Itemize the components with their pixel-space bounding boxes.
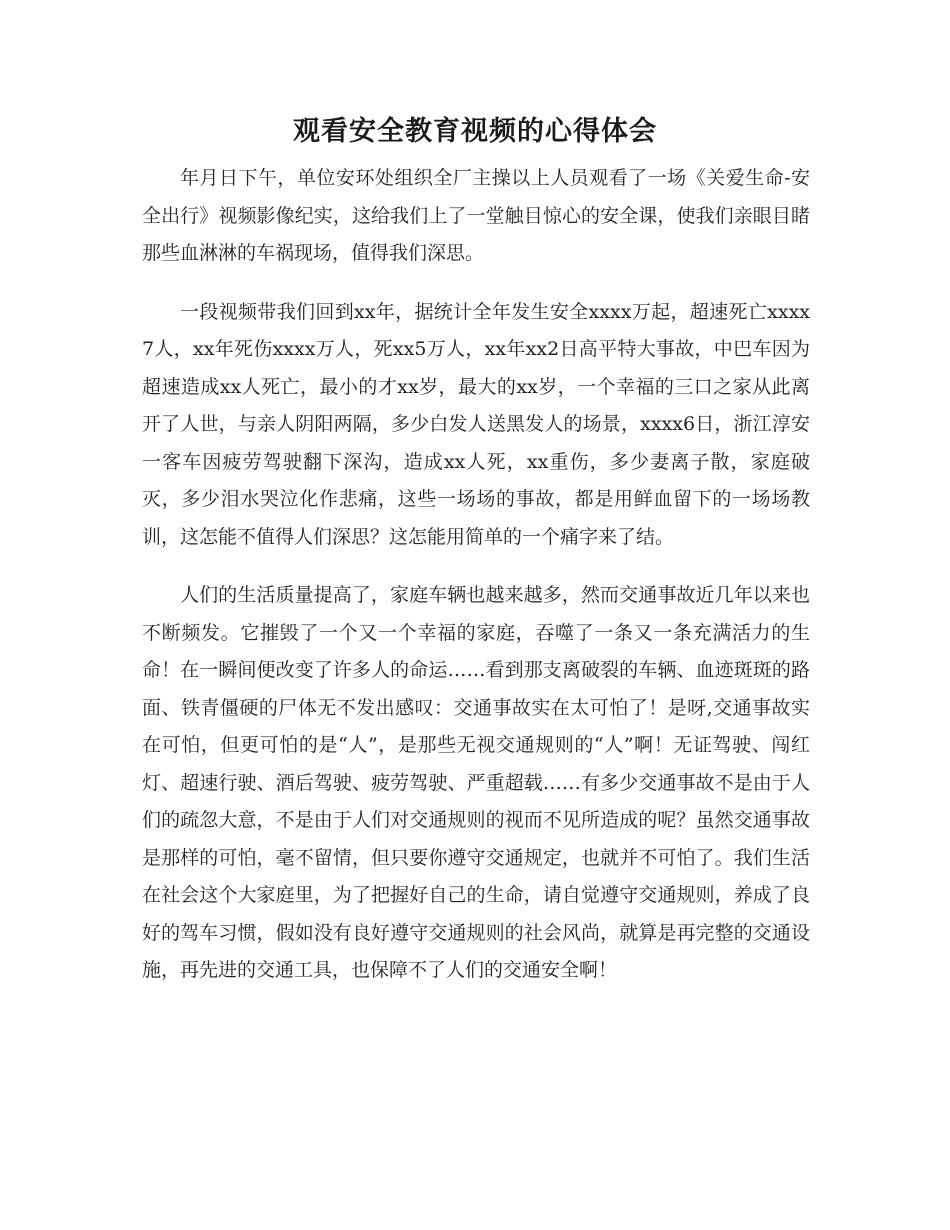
paragraph-1: 年月日下午，单位安环处组织全厂主操以上人员观看了一场《关爱生命-安全出行》视频影像纪实，这给我们上了一堂触目惊心的安全课，使我们亲眼目睹那些血淋淋的车祸现场，值得我们深思。 [142,167,810,264]
paragraph-3: 人们的生活质量提高了，家庭车辆也越来越多，然而交通事故近几年以来也不断频发。它摧毁了一个又一个幸福的家庭，吞噬了一条又一条充满活力的生命！在一瞬间便改变了许多人的命运……看到那支离破裂的车辆、血迹斑斑的路面、铁青僵硬的尸体无不发出感叹：交通事故实在太可怕了！是呀,交通事故实在可怕，但更可怕的是“人”，是那些无视交通规则的“人”啊！无证驾驶、闯红灯、超速行驶、酒后驾驶、疲劳驾驶、严重超载……有多少交通事故不是由于人们的疏忽大意，不是由于人们对交通规则的视而不见所造成的呢？虽然交通事故是那样的可怕，毫不留情，但只要你遵守交通规定，也就并不可怕了。我们生活在社会这个大家庭里，为了把握好自己的生命，请自觉遵守交通规则，养成了良好的驾车习惯，假如没有良好遵守交通规则的社会风尚，就算是再完整的交通设施，再先进的交通工具，也保障不了人们的交通安全啊！ [142,584,810,981]
document-title: 观看安全教育视频的心得体会 [293,116,657,147]
paragraph-2: 一段视频带我们回到xx年，据统计全年发生安全xxxx万起，超速死亡xxxx7人，xx年死伤xxxx万人，死xx5万人，xx年xx2日高平特大事故，中巴车因为超速造成xx人死亡，最小的才xx岁，最大的xx岁，一个幸福的三口之家从此离开了人世，与亲人阴阳两隔，多少白发人送黑发人的场景，xxxx6日，浙江淳安一客车因疲劳驾驶翻下深沟，造成xx人死，xx重伤，多少妻离子散，家庭破灭，多少泪水哭泣化作悲痛，这些一场场的事故，都是用鲜血留下的一场场教训，这怎能不值得人们深思？这怎能用简单的一个痛字来了结。 [142,300,810,548]
document-body [142,160,810,1011]
